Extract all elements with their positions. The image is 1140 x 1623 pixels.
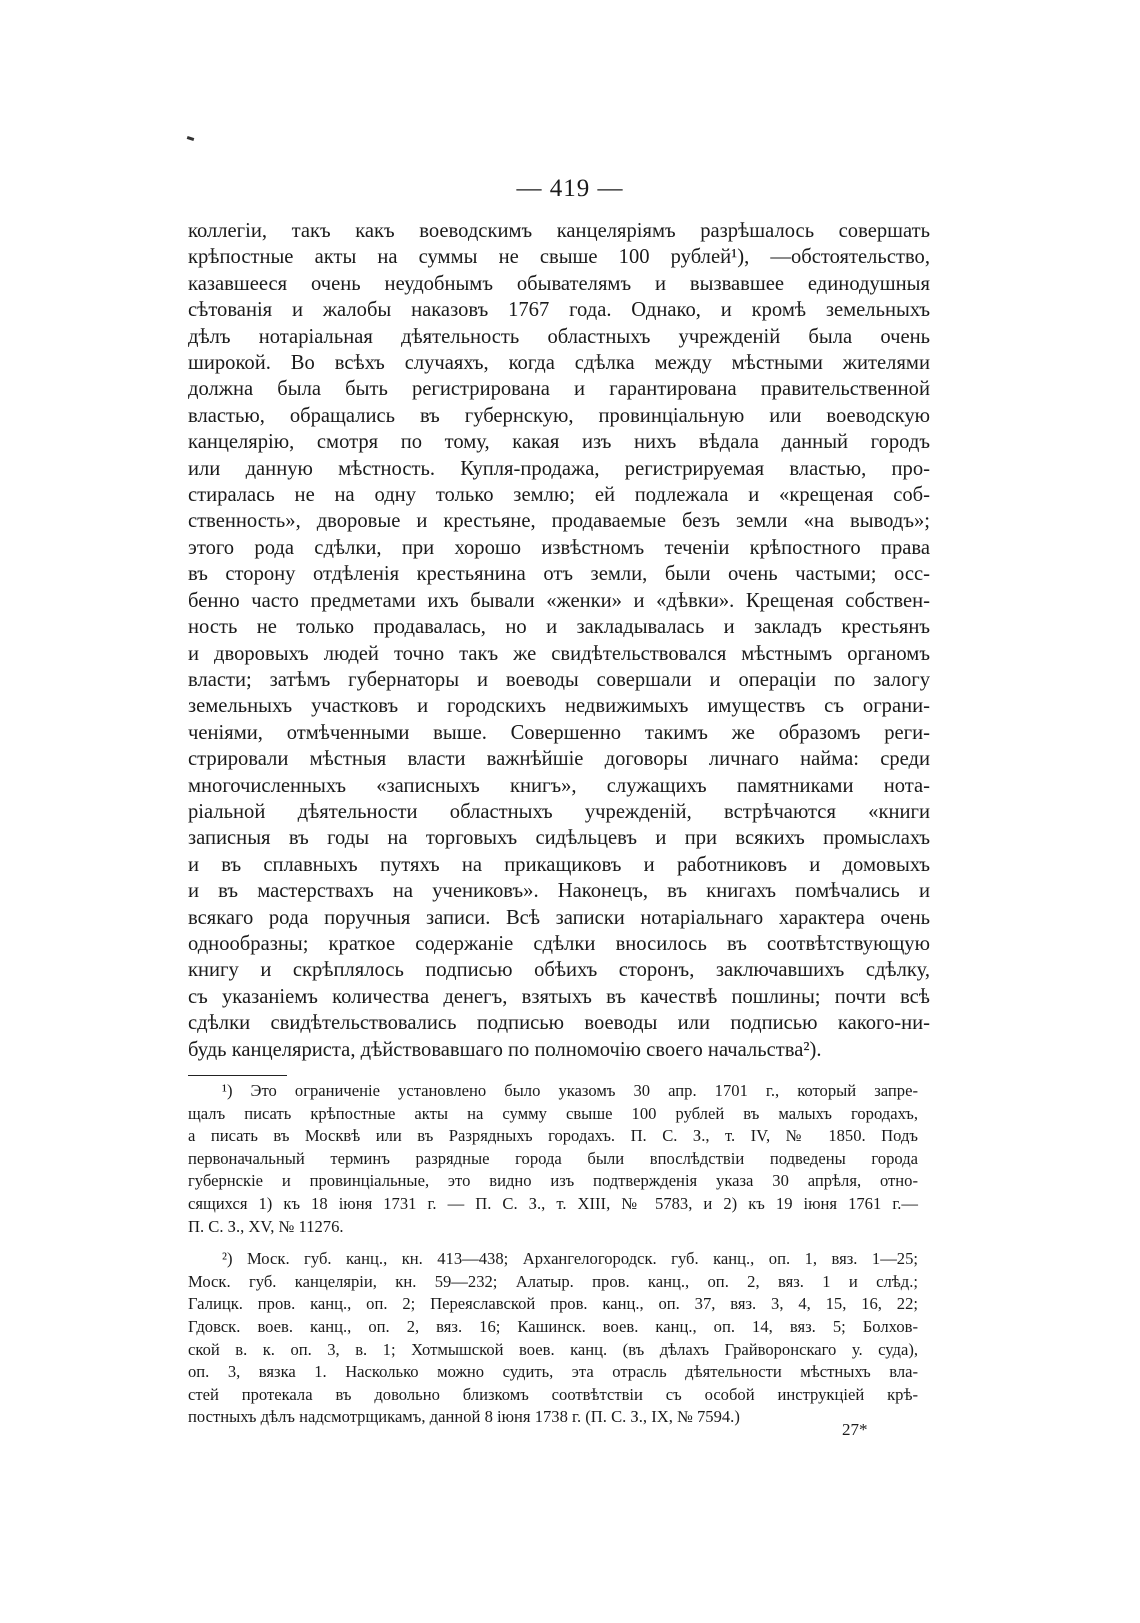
text-line: или данную мѣстность. Купля-продажа, регистрируемая властью, про- — [188, 457, 930, 480]
footnote-line: П. С. З., XV, № 11276. — [188, 1216, 344, 1236]
footnote-line: ской в. к. оп. 3, в. 1; Хотмышской воев. канц. (въ дѣлахъ Грайворонскаго у. суда), — [188, 1339, 918, 1359]
text-line: ность не только продавалась, но и закладывалась и закладъ крестьянъ — [188, 616, 930, 639]
text-line: въ сторону отдѣленія крестьянина отъ земли, были очень частыми; осс- — [188, 563, 930, 586]
footnote-gap — [188, 1238, 918, 1248]
text-line: многочисленныхъ «записныхъ книгъ», служащихъ памятниками нота- — [188, 774, 930, 797]
footnote-2 — [188, 1248, 918, 1429]
text-line: властью, обращались въ губернскую, провинціальную или воеводскую — [188, 404, 930, 427]
text-line: этого рода сдѣлки, при хорошо извѣстномъ теченіи крѣпостного права — [188, 536, 930, 559]
signature-mark: 27* — [842, 1420, 868, 1439]
footnote-1 — [188, 1080, 918, 1238]
text-line: всякаго рода поручныя записи. Всѣ записки нотаріальнаго характера очень — [188, 906, 930, 929]
text-line: крѣпостные акты на суммы не свыше 100 рублей¹), —обстоятельство, — [188, 246, 930, 269]
footnote-line: сящихся 1) къ 18 іюня 1731 г. — П. С. З., т. XIII, № 5783, и 2) къ 19 іюня 1761 г.— — [188, 1193, 918, 1213]
main-text — [188, 218, 930, 1063]
text-line: стиралась не на одну только землю; ей подлежала и «крещеная соб- — [188, 484, 930, 507]
text-line: власти; затѣмъ губернаторы и воеводы совершали и операціи по залогу — [188, 668, 930, 691]
stray-mark — [187, 136, 195, 141]
text-line: съ указаніемъ количества денегъ, взятыхъ въ качествѣ пошлины; почти всѣ — [188, 985, 930, 1008]
footnote-line: губернскіе и провинціальные, это видно изъ подтвержденія указа 30 апрѣля, отно- — [188, 1171, 918, 1191]
text-line: земельныхъ участковъ и городскихъ недвижимыхъ имуществъ съ ограни- — [188, 695, 930, 718]
text-line: сѣтованія и жалобы наказовъ 1767 года. Однако, и кромѣ земельныхъ — [188, 299, 930, 322]
footnote-line: оп. 3, вязка 1. Насколько можно судить, эта отрасль дѣятельности мѣстныхъ вла- — [188, 1362, 918, 1382]
footnote-line: щалъ писать крѣпостные акты на сумму свыше 100 рублей въ малыхъ городахъ, — [188, 1103, 918, 1123]
footnote-line: стей протекала въ довольно близкомъ соотвѣтствіи съ особой инструкціей крѣ- — [188, 1384, 918, 1404]
footnote-line: Моск. губ. канцеляріи, кн. 59—232; Алатыр. пров. канц., оп. 2, вяз. 1 и слѣд.; — [188, 1271, 918, 1291]
text-line: и въ мастерствахъ на учениковъ». Наконецъ, въ книгахъ помѣчались и — [188, 880, 930, 903]
text-line: коллегіи, такъ какъ воеводскимъ канцеляріямъ разрѣшалось совершать — [188, 220, 930, 242]
text-line: стрировали мѣстныя власти важнѣйшіе договоры личнаго найма: среди — [188, 748, 930, 771]
text-line: сдѣлки свидѣтельствовались подписью воеводы или подписью какого-ни- — [188, 1012, 930, 1035]
text-line: дѣлъ нотаріальная дѣятельность областныхъ учрежденій была очень — [188, 325, 930, 348]
page-number: — 419 — — [516, 175, 624, 202]
footnote-line: ¹) Это ограниченіе установлено было указомъ 30 апр. 1701 г., который запре- — [222, 1081, 918, 1100]
text-line: должна была быть регистрирована и гарантирована правительственной — [188, 378, 930, 401]
footnote-line: Гдовск. воев. канц., оп. 2, вяз. 16; Кашинск. воев. канц., оп. 14, вяз. 5; Болхов- — [188, 1316, 918, 1336]
footnote-line: ²) Моск. губ. канц., кн. 413—438; Архангелогородск. губ. канц., оп. 1, вяз. 1—25; — [222, 1249, 918, 1269]
text-line: ріальной дѣятельности областныхъ учрежденій, встрѣчаются «книги — [188, 800, 930, 823]
footnote-line: а писать въ Москвѣ или въ Разрядныхъ городахъ. П. С. З., т. IV, № 1850. Подъ — [188, 1126, 918, 1146]
text-line: канцелярію, смотря по тому, какая изъ нихъ вѣдала данный городъ — [188, 431, 930, 454]
text-line: и въ сплавныхъ путяхъ на прикащиковъ и работниковъ и домовыхъ — [188, 853, 930, 876]
footnote-divider — [188, 1075, 287, 1076]
footnote-line: постныхъ дѣлъ надсмотрщикамъ, данной 8 іюня 1738 г. (П. С. З., IX, № 7594.) — [188, 1407, 740, 1427]
text-line: ченіями, отмѣченными выше. Совершенно такимъ же образомъ реги- — [188, 721, 930, 744]
footnote-line: Галицк. пров. канц., оп. 2; Переяславской пров. канц., оп. 37, вяз. 3, 4, 15, 16, 22; — [188, 1294, 918, 1314]
text-line: ственность», дворовые и крестьяне, продаваемые безъ земли «на выводъ»; — [188, 510, 930, 533]
text-line: будь канцеляриста, дѣйствовавшаго по полномочію своего начальства²). — [188, 1038, 822, 1061]
text-line: бенно часто предметами ихъ бывали «женки» и «дѣвки». Крещеная собствен- — [188, 589, 930, 612]
text-line: книгу и скрѣплялось подписью обѣихъ сторонъ, заключавшихъ сдѣлку, — [188, 959, 930, 982]
text-line: широкой. Во всѣхъ случаяхъ, когда сдѣлка между мѣстными жителями — [188, 352, 930, 375]
text-line: записныя въ годы на торговыхъ сидѣльцевъ и при всякихъ промыслахъ — [188, 827, 930, 850]
text-line: казавшееся очень неудобнымъ обывателямъ и вызвавшее единодушныя — [188, 272, 930, 295]
footnote-line: первоначальный терминъ разрядные города были впослѣдствіи подведены города — [188, 1148, 918, 1168]
text-line: и дворовыхъ людей точно такъ же свидѣтельствовался мѣстнымъ органомъ — [188, 642, 930, 665]
text-line: однообразны; краткое содержаніе сдѣлки вносилось въ соотвѣтствующую — [188, 932, 930, 955]
footnotes — [188, 1080, 918, 1429]
